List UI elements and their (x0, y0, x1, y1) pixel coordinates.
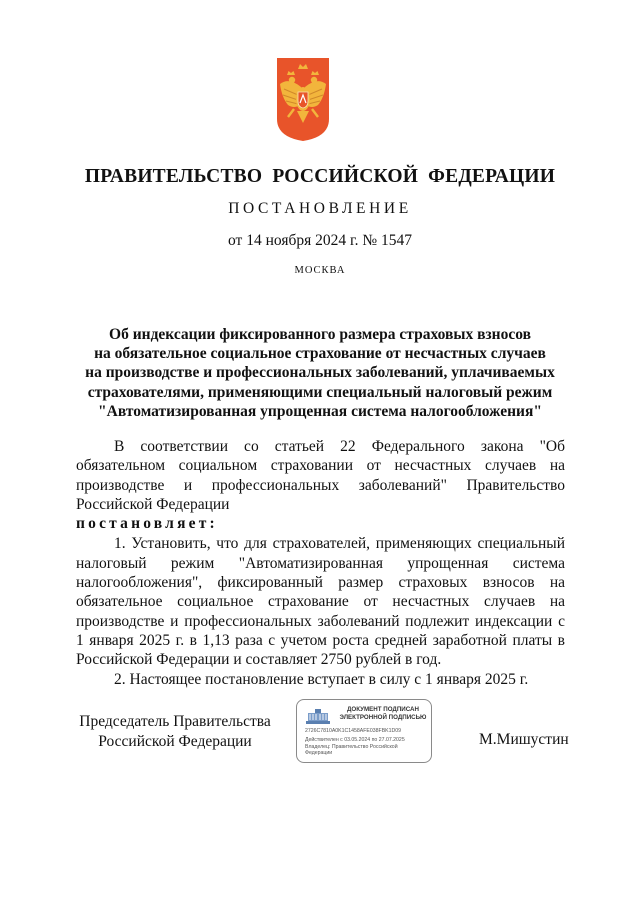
stamp-validity: Действителен с 03.05.2024 по 27.07.2025 (305, 737, 405, 743)
subject-line: страхователями, применяющими специальный налоговый режим (87, 383, 553, 401)
signatory-position (60, 712, 290, 751)
document-subject (60, 325, 580, 421)
stamp-title-line: ЭЛЕКТРОННОЙ ПОДПИСЬЮ (339, 713, 427, 721)
government-building-icon (305, 707, 331, 725)
document-date-number: от 14 ноября 2024 г. № 1547 (228, 232, 412, 249)
subject-line: "Автоматизированная упрощенная система налогообложения" (98, 402, 542, 420)
item-1-paragraph: 1. Установить, что для страхователей, применяющих специальный налоговый режим "Автоматизированная упрощенная система налогообложения", фиксированный размер страховых взносов на обязательное социальное страхование от несчастных случаев на производстве и профессиональных заболеваний подлежит индексации с 1 января 2025 г. в 1,13 раза с учетом роста средней заработной платы в Российской Федерации и составляет 2750 рублей в год. (76, 535, 565, 669)
document-place: МОСКВА (294, 265, 346, 276)
stamp-title (337, 706, 429, 721)
stamp-certificate: 2726C7810A0K1C1458AFE038FBK1D09 (305, 728, 402, 734)
preamble-paragraph: В соответствии со статьей 22 Федерального закона "Об обязательном социальном страховании от несчастных случаев на производстве и профессиональных заболеваний" Правительство Российской Федерации (76, 438, 565, 513)
resolves-word: постановляет: (76, 515, 218, 533)
government-title: ПРАВИТЕЛЬСТВО РОССИЙСКОЙ ФЕДЕРАЦИИ (84, 166, 556, 187)
electronic-signature-stamp (296, 699, 432, 763)
subject-line: Об индексации фиксированного размера страховых взносов (109, 326, 531, 343)
document-body (76, 437, 565, 689)
coat-of-arms-icon (276, 57, 330, 142)
subject-line: на обязательное социальное страхование от несчастных случаев (94, 345, 546, 363)
position-line: Председатель Правительства (79, 713, 271, 730)
position-line: Российской Федерации (98, 732, 252, 750)
stamp-title-line: ДОКУМЕНТ ПОДПИСАН (347, 706, 419, 713)
signatory-name: М.Мишустин (479, 731, 569, 748)
item-2-paragraph: 2. Настоящее постановление вступает в силу с 1 января 2025 г. (114, 670, 529, 688)
subject-line: на производстве и профессиональных заболеваний, уплачиваемых (85, 364, 555, 382)
document-type: ПОСТАНОВЛЕНИЕ (228, 200, 412, 217)
stamp-owner: Федерации (305, 750, 333, 756)
stamp-owner: Владелец: Правительство Российской (305, 744, 398, 750)
